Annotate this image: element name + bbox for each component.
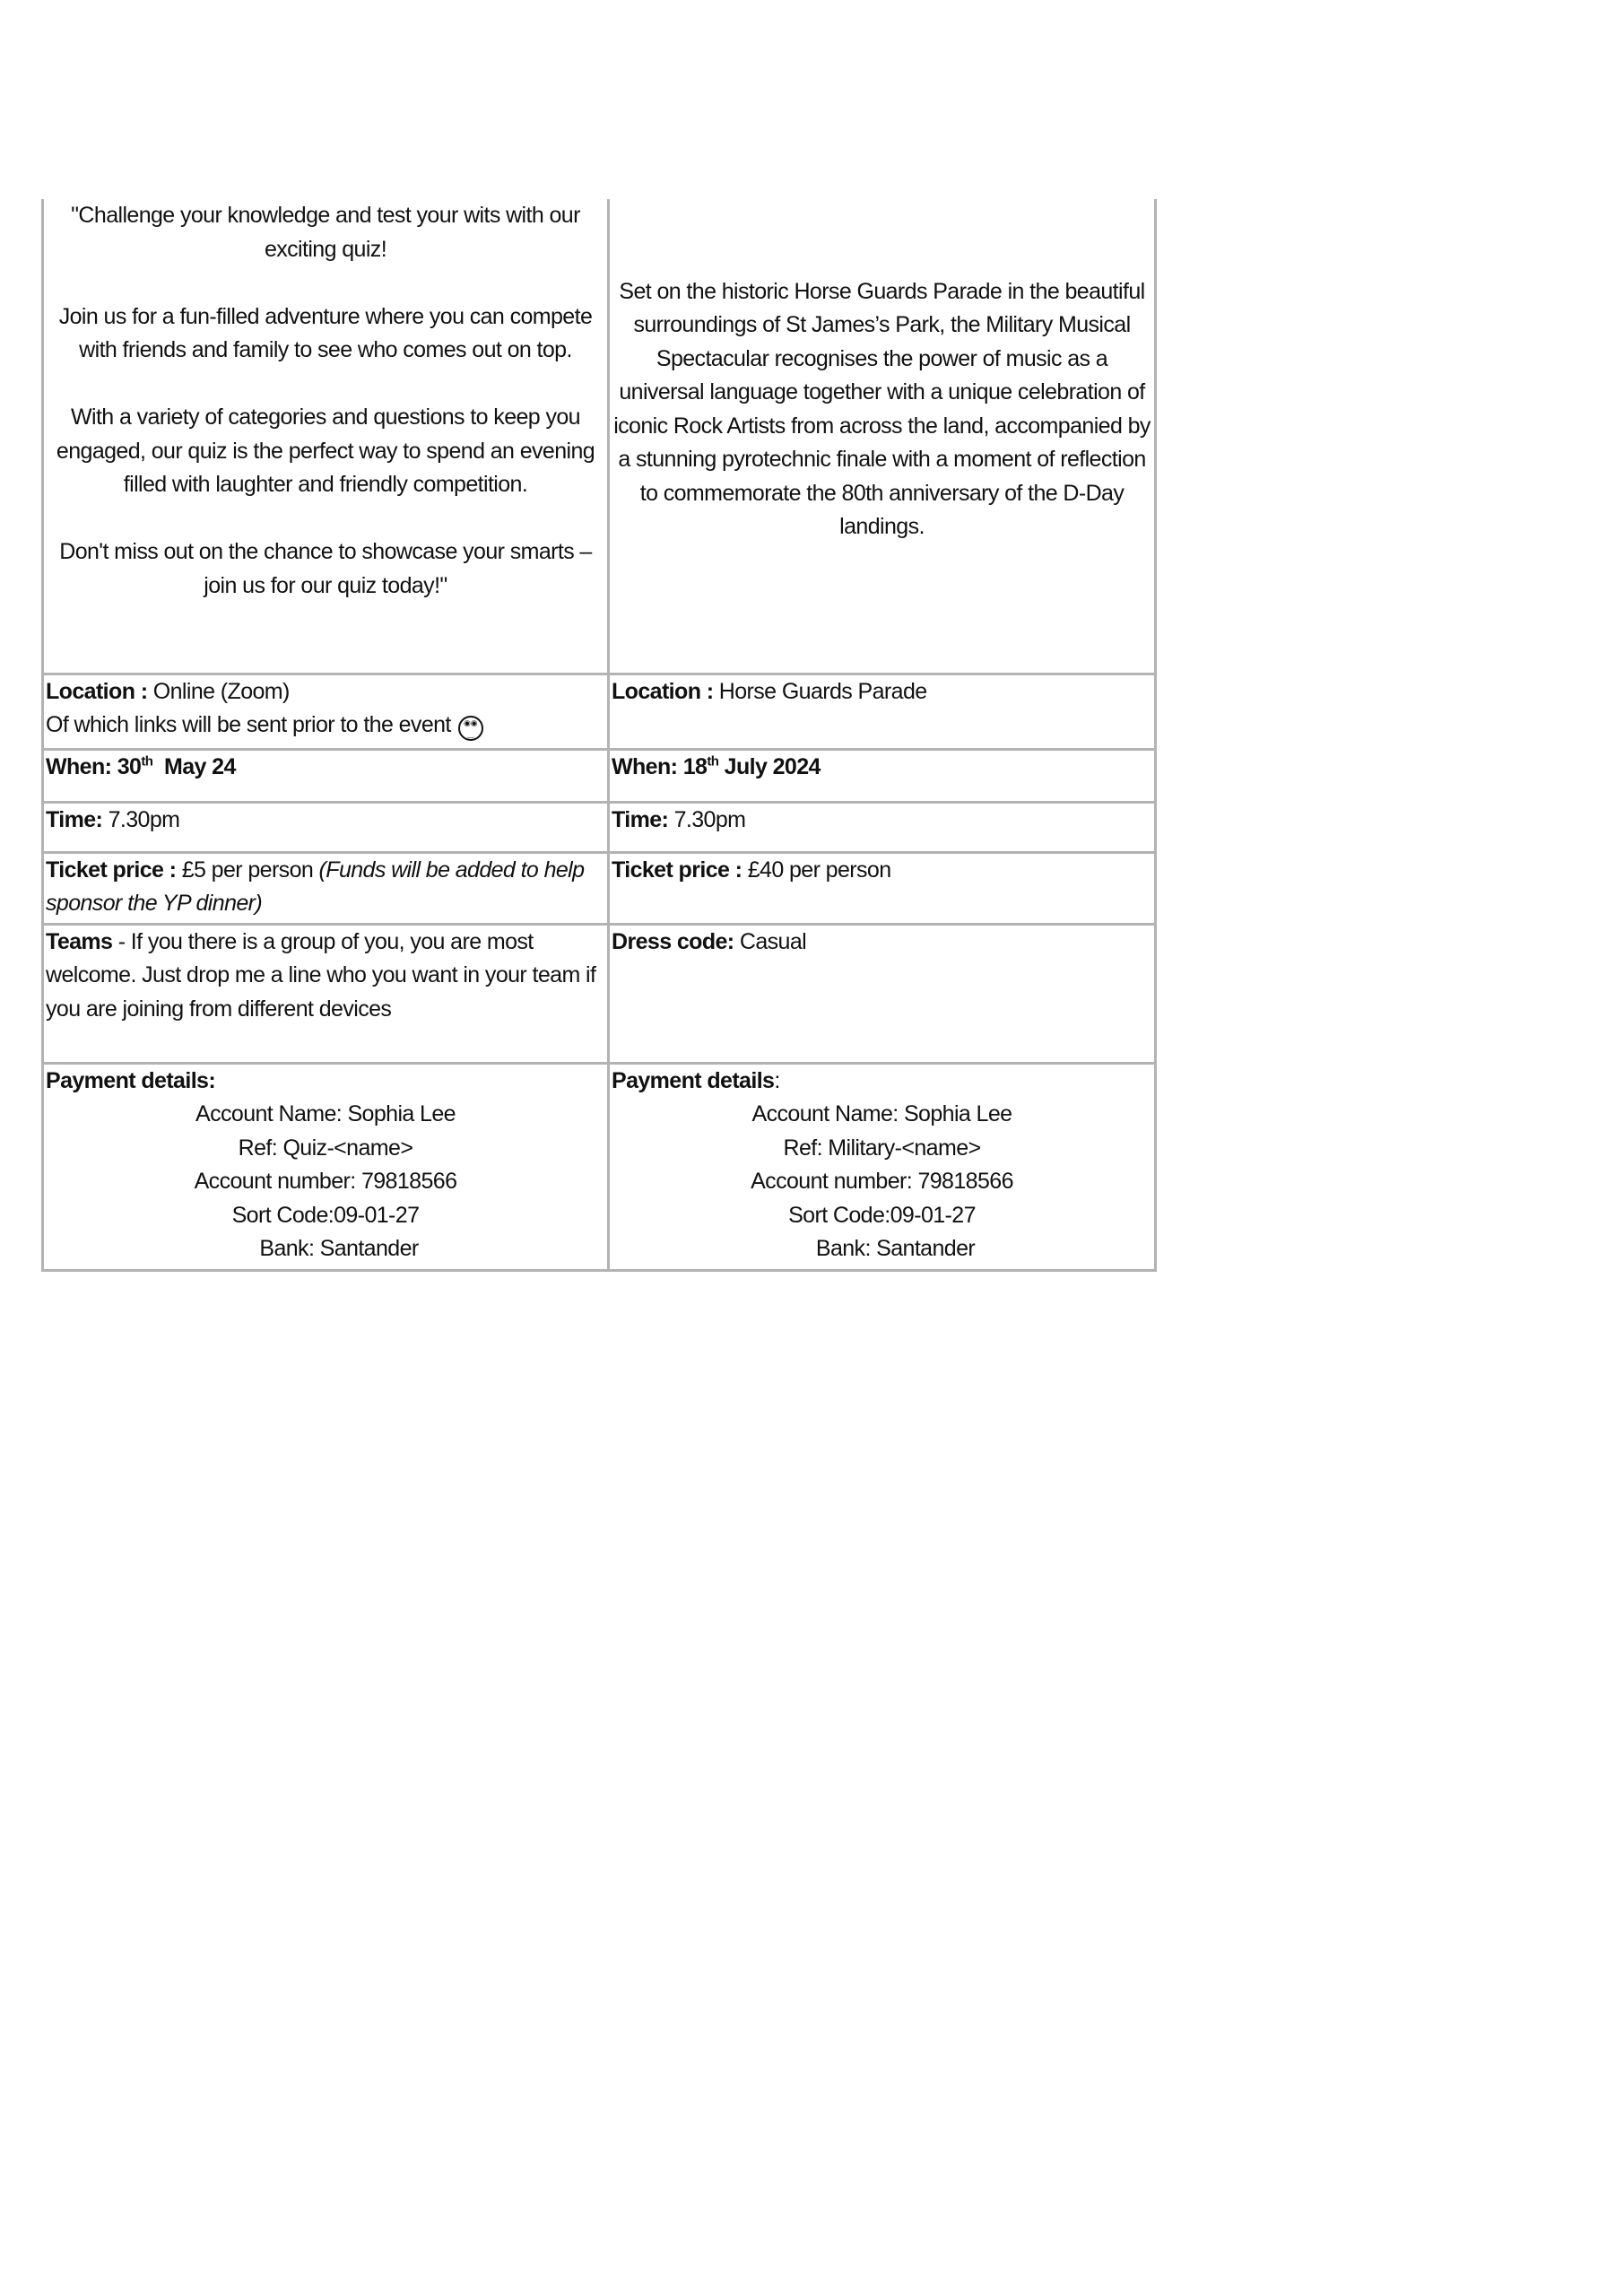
dress-value: Casual — [734, 928, 807, 954]
location-value: Online (Zoom) — [147, 678, 290, 704]
ordinal: th — [141, 753, 153, 770]
when-label: When — [612, 753, 671, 779]
colon: : — [774, 1067, 780, 1093]
time-row — [43, 802, 1156, 852]
time-label: Time: — [612, 806, 669, 832]
account-number: Account number: 79818566 — [751, 1169, 1013, 1194]
when-label: When: 30 — [46, 753, 142, 779]
military-when — [609, 749, 1156, 802]
bank: Bank: Santander — [815, 1236, 976, 1261]
sort-code: Sort Code:09-01-27 — [231, 1202, 420, 1228]
events-table — [41, 199, 1157, 1272]
dress-label: Dress code: — [612, 928, 734, 954]
location-note: Of which links will be sent prior to the event — [46, 712, 451, 737]
location-row — [43, 674, 1156, 749]
payment-row — [43, 1063, 1156, 1270]
location-label: Location : — [612, 678, 714, 704]
smiley-face-icon: ◉◉ ‿ — [458, 716, 483, 741]
price-note: (Funds will be added to help sponsor the YP dinner) — [46, 857, 585, 916]
ordinal: th — [707, 753, 719, 770]
account-name: Account Name: Sophia Lee — [751, 1101, 1012, 1126]
military-price — [609, 852, 1156, 924]
payment-label: Payment details — [612, 1067, 775, 1093]
military-desc-para: Set on the historic Horse Guards Parade in the beautiful surroundings of St James’s Park, the Military Musical Spectacular recognises the power of music as a universal language together with a unique celebration of iconic Rock Artists from across the land, accompanied by a stunning pyrotechnic finale with a moment of reflection to commemorate the 80th anniversary of the D-Day landings. — [613, 278, 1151, 540]
quiz-desc-para: Don't miss out on the chance to showcase your smarts – join us for our quiz today!" — [59, 539, 592, 598]
when-value: July 2024 — [718, 753, 821, 779]
time-value: 7.30pm — [668, 806, 746, 832]
account-name: Account Name: Sophia Lee — [195, 1101, 456, 1126]
military-location — [609, 674, 1156, 749]
location-label: Location : — [46, 678, 148, 704]
price-label: Ticket price : — [612, 857, 743, 883]
teams-value: - If you there is a group of you, you are most welcome. Just drop me a line who you want in your team if you are joining from different devices — [46, 928, 596, 1022]
location-value: Horse Guards Parade — [713, 678, 927, 704]
quiz-desc-para: "Challenge your knowledge and test your wits with our exciting quiz! — [71, 203, 580, 262]
military-payment — [609, 1063, 1156, 1270]
quiz-location — [43, 674, 609, 749]
price-value: £40 per person — [742, 857, 891, 883]
teams-label: Teams — [46, 928, 113, 954]
teams-dress-row — [43, 924, 1156, 1063]
quiz-time — [43, 802, 609, 852]
military-time — [609, 802, 1156, 852]
quiz-desc-para: Join us for a fun-filled adventure where you can compete with friends and family to see who comes out on top. — [58, 303, 593, 362]
bank: Bank: Santander — [259, 1236, 419, 1261]
when-day: : 18 — [670, 753, 708, 779]
quiz-price — [43, 852, 609, 924]
quiz-desc-para: With a variety of categories and questions to keep you engaged, our quiz is the perfect way to spend an evening filled with laughter and friendly competition. — [56, 404, 595, 497]
when-value: May 24 — [152, 753, 236, 779]
when-row — [43, 749, 1156, 802]
description-row — [43, 199, 1156, 674]
price-value: £5 per person — [176, 857, 319, 883]
payment-ref: Ref: Military-<name> — [783, 1135, 981, 1161]
account-number: Account number: 79818566 — [194, 1169, 457, 1194]
payment-label: Payment details: — [46, 1067, 216, 1093]
sort-code: Sort Code:09-01-27 — [788, 1202, 976, 1228]
quiz-description — [43, 199, 609, 674]
price-label: Ticket price : — [46, 857, 177, 883]
military-dress-code — [609, 924, 1156, 1063]
quiz-teams — [43, 924, 609, 1063]
time-label: Time: — [46, 806, 103, 832]
time-value: 7.30pm — [102, 806, 180, 832]
quiz-when — [43, 749, 609, 802]
military-description — [609, 199, 1156, 674]
quiz-payment — [43, 1063, 609, 1270]
price-row — [43, 852, 1156, 924]
payment-ref: Ref: Quiz-<name> — [238, 1135, 413, 1161]
